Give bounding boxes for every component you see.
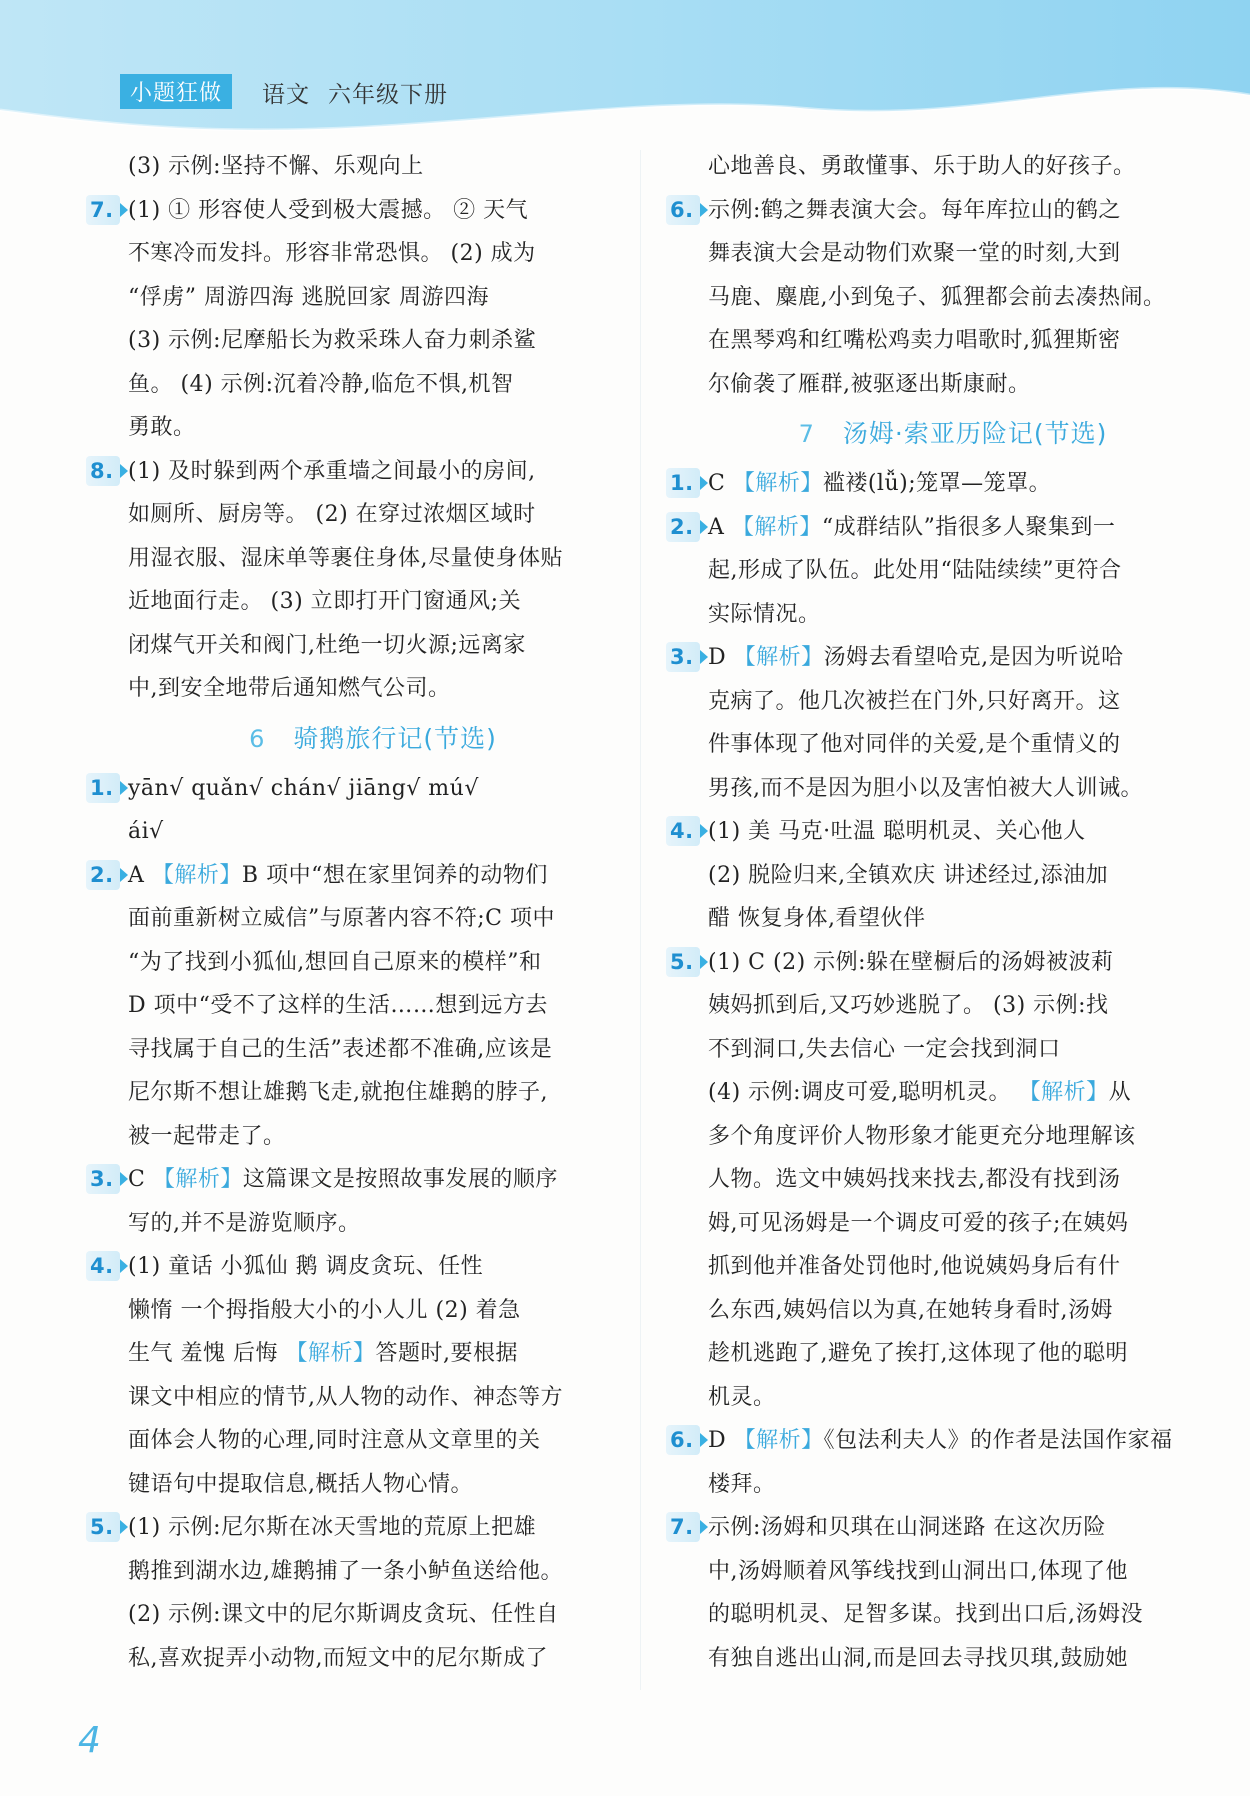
answer-line [128, 1550, 618, 1594]
answer-line [708, 854, 1198, 898]
section-heading: 骑鹅旅行记(节选) [293, 723, 497, 753]
jiexi-label: 【解析】 [733, 645, 824, 670]
answer-line [128, 1028, 618, 1072]
answer-text: yān√ quǎn√ chán√ jiāng√ mú√ [128, 775, 479, 801]
answer-line [670, 1419, 1198, 1463]
series-tag: 小题狂做 [120, 74, 232, 109]
answer-line [128, 363, 618, 407]
answer-line [90, 1245, 618, 1289]
answer-line [708, 723, 1198, 767]
answer-text: “俘虏” 周游四海 逃脱回家 周游四海 [128, 284, 489, 310]
jiexi-label: 【解析】 [152, 1167, 243, 1192]
answer-line [128, 1463, 618, 1507]
answer-text: 抓到他并准备处罚他时,他说姨妈身后有什 [708, 1254, 1121, 1279]
answer-line [128, 1202, 618, 1246]
question-number-badge: 1. [666, 468, 700, 498]
answer-text: 勇敢。 [128, 415, 196, 440]
answer-line [708, 1028, 1198, 1072]
answer-text: 用湿衣服、湿床单等裹住身体,尽量使身体贴 [128, 545, 563, 571]
answer-text: (2) 示例:课文中的尼尔斯调皮贪玩、任性自 [128, 1602, 559, 1627]
answer-line [708, 1115, 1198, 1159]
answer-line [708, 897, 1198, 941]
answer-text: (1) 童话 小狐仙 鹅 调皮贪玩、任性 [128, 1254, 484, 1279]
answer-text: 机灵。 [708, 1384, 776, 1410]
answer-line [128, 1289, 618, 1333]
answer-line [670, 462, 1198, 506]
answer-text: ái√ [128, 819, 164, 844]
jiexi-label: 【解析】 [731, 514, 822, 540]
answer-line [708, 1593, 1198, 1637]
answer-line [128, 537, 618, 581]
answer-line [128, 624, 618, 668]
question-number-badge: 2. [86, 860, 120, 890]
answer-line [128, 493, 618, 537]
answer-line [708, 1245, 1198, 1289]
answer-line [708, 276, 1198, 320]
answer-text: 男孩,而不是因为胆小以及害怕被大人训诫。 [708, 775, 1143, 801]
answer-text: 在黑琴鸡和红嘴松鸡卖力唱歌时,狐狸斯密 [708, 328, 1121, 353]
answer-line [128, 1115, 618, 1159]
answer-text: 寻找属于自己的生活”表述都不准确,应该是 [128, 1036, 553, 1062]
answer-line [670, 1506, 1198, 1550]
answer-text: 不到洞口,失去信心 一定会找到洞口 [708, 1036, 1061, 1062]
answer-text: 舞表演大会是动物们欢聚一堂的时刻,大到 [708, 241, 1121, 266]
answer-text: (3) 示例:坚持不懈、乐观向上 [128, 154, 424, 179]
answer-text: (1) 示例:尼尔斯在冰天雪地的荒原上把雄 [128, 1515, 537, 1540]
answer-line [708, 232, 1198, 276]
answer-text: (4) 示例:调皮可爱,聪明机灵。 [708, 1080, 1019, 1105]
answer-text: 中,汤姆顺着风筝线找到山洞出口,体现了他 [708, 1558, 1128, 1584]
answer-line [128, 1376, 618, 1420]
question-number-badge: 2. [666, 512, 700, 542]
answer-text: 心地善良、勇敢懂事、乐于助人的好孩子。 [708, 154, 1136, 179]
answer-text: D 项中“受不了这样的生活……想到远方去 [128, 993, 548, 1018]
answer-line [90, 1158, 618, 1202]
answer-line [128, 667, 618, 711]
answer-line [128, 1419, 618, 1463]
answer-line [670, 189, 1198, 233]
answer-line [128, 1593, 618, 1637]
jiexi-label: 【解析】 [732, 471, 823, 496]
answer-text: 示例:汤姆和贝琪在山洞迷路 在这次历险 [708, 1515, 1106, 1540]
answer-line [708, 593, 1198, 637]
section-number: 6 [249, 724, 266, 753]
answer-line [128, 897, 618, 941]
question-number-badge: 4. [666, 816, 700, 846]
jiexi-label: 【解析】 [733, 1428, 824, 1453]
answer-text: 私,喜欢捉弄小动物,而短文中的尼尔斯成了 [128, 1645, 548, 1671]
answer-text: “为了找到小狐仙,想回自己原来的模样”和 [128, 949, 542, 975]
answer-text: 趁机逃跑了,避免了挨打,这体现了他的聪明 [708, 1341, 1128, 1366]
question-number-badge: 6. [666, 195, 700, 225]
answer-text: D [708, 1428, 734, 1453]
answer-line [708, 1289, 1198, 1333]
answer-text: (2) 脱险归来,全镇欢庆 讲述经过,添油加 [708, 862, 1109, 888]
answer-text-rest: 答题时,要根据 [375, 1341, 518, 1366]
answer-text: 鹅推到湖水边,雄鹅捕了一条小鲈鱼送给他。 [128, 1558, 563, 1584]
answer-text-rest: 《包法利夫人》的作者是法国作家福 [823, 1428, 1173, 1453]
answer-line [90, 450, 618, 494]
answer-line [128, 406, 618, 450]
answer-text: 不寒冷而发抖。形容非常恐惧。 (2) 成为 [128, 241, 536, 266]
column-divider [640, 150, 641, 1690]
question-number-badge: 4. [86, 1251, 120, 1281]
answer-line [128, 1071, 618, 1115]
answer-line [708, 549, 1198, 593]
answer-text: 的聪明机灵、足智多谋。找到出口后,汤姆没 [708, 1602, 1143, 1627]
answer-text: 尼尔斯不想让雄鹅飞走,就抱住雄鹅的脖子, [128, 1080, 548, 1105]
right-column [670, 145, 1198, 1680]
answer-text: 中,到安全地带后通知燃气公司。 [128, 676, 451, 701]
answer-text-rest: “成群结队”指很多人聚集到一 [821, 514, 1116, 540]
answer-line [670, 941, 1198, 985]
jiexi-label: 【解析】 [285, 1341, 376, 1366]
answer-line [128, 941, 618, 985]
answer-line [708, 1550, 1198, 1594]
answer-text-rest: B 项中“想在家里饲养的动物们 [241, 862, 548, 888]
answer-text: 姨妈抓到后,又巧妙逃脱了。 (3) 示例:找 [708, 993, 1109, 1018]
answer-line [128, 145, 618, 189]
page-number: 4 [78, 1720, 101, 1761]
answer-text: 醋 恢复身体,看望伙伴 [708, 906, 926, 931]
answer-line [708, 1376, 1198, 1420]
answer-text: (1) ① 形容使人受到极大震撼。 ② 天气 [128, 197, 529, 223]
answer-line [128, 1332, 618, 1376]
answer-text: C [128, 1167, 153, 1192]
answer-line [90, 189, 618, 233]
section-number: 7 [798, 420, 815, 448]
question-number-badge: 8. [86, 456, 120, 486]
answer-text: 如厕所、厨房等。 (2) 在穿过浓烟区域时 [128, 502, 536, 527]
answer-text: 多个角度评价人物形象才能更充分地理解该 [708, 1123, 1136, 1149]
answer-line [128, 984, 618, 1028]
question-number-badge: 7. [666, 1512, 700, 1542]
answer-text: D [708, 645, 734, 670]
section-title [128, 711, 618, 767]
answer-line [708, 1463, 1198, 1507]
answer-line [670, 636, 1198, 680]
answer-text: 面前重新树立威信”与原著内容不符;C 项中 [128, 906, 555, 931]
question-number-badge: 1. [86, 773, 120, 803]
answer-line [708, 1202, 1198, 1246]
answer-text: 近地面行走。 (3) 立即打开门窗通风;关 [128, 589, 522, 614]
answer-text: 人物。选文中姨妈找来找去,都没有找到汤 [708, 1167, 1121, 1192]
answer-line [708, 1332, 1198, 1376]
section-title [708, 406, 1198, 462]
answer-line [708, 680, 1198, 724]
answer-text: 克病了。他几次被拦在门外,只好离开。这 [708, 688, 1121, 714]
answer-line [670, 506, 1198, 550]
subject-label: 语文 [262, 82, 310, 108]
answer-text: 被一起带走了。 [128, 1123, 286, 1149]
answer-line [708, 1158, 1198, 1202]
answer-text: (3) 示例:尼摩船长为救采珠人奋力刺杀鲨 [128, 328, 537, 353]
answer-line [128, 276, 618, 320]
answer-line [708, 319, 1198, 363]
answer-text: (1) 美 马克·吐温 聪明机灵、关心他人 [708, 819, 1086, 844]
subject-grade [262, 76, 466, 109]
question-number-badge: 6. [666, 1425, 700, 1455]
answer-line [708, 363, 1198, 407]
jiexi-label: 【解析】 [1018, 1080, 1109, 1105]
answer-text: 鱼。 (4) 示例:沉着冷静,临危不惧,机智 [128, 371, 514, 397]
answer-text: 有独自逃出山洞,而是回去寻找贝琪,鼓励她 [708, 1645, 1128, 1671]
answer-text: 课文中相应的情节,从人物的动作、神态等方 [128, 1384, 563, 1410]
answer-text-rest: 褴褛(lǚ);笼罩—笼罩。 [822, 471, 1052, 496]
answer-text: A [708, 514, 732, 540]
answer-text-rest: 这篇课文是按照故事发展的顺序 [242, 1167, 558, 1192]
left-column [90, 145, 618, 1680]
answer-line [670, 810, 1198, 854]
answer-line [708, 984, 1198, 1028]
question-number-badge: 5. [666, 947, 700, 977]
answer-text: 姆,可见汤姆是一个调皮可爱的孩子;在姨妈 [708, 1210, 1129, 1236]
answer-line [90, 854, 618, 898]
answer-text: C [708, 471, 733, 496]
answer-line [128, 1637, 618, 1681]
section-heading: 汤姆·索亚历险记(节选) [842, 419, 1108, 448]
answer-text: 懒惰 一个拇指般大小的小人儿 (2) 着急 [128, 1297, 521, 1323]
question-number-badge: 5. [86, 1512, 120, 1542]
answer-line [708, 1071, 1198, 1115]
question-number-badge: 7. [86, 195, 120, 225]
jiexi-label: 【解析】 [151, 862, 242, 888]
answer-line [90, 767, 618, 811]
answer-text: 闭煤气开关和阀门,杜绝一切火源;远离家 [128, 632, 526, 658]
answer-text: (1) 及时躲到两个承重墙之间最小的房间, [128, 458, 536, 484]
answer-text-rest: 汤姆去看望哈克,是因为听说哈 [823, 645, 1124, 670]
answer-line [128, 232, 618, 276]
answer-text: 尔偷袭了雁群,被驱逐出斯康耐。 [708, 371, 1031, 397]
answer-text: 件事体现了他对同伴的关爱,是个重情义的 [708, 732, 1121, 757]
answer-line [708, 767, 1198, 811]
answer-line [708, 1637, 1198, 1681]
answer-text: (1) C (2) 示例:躲在壁橱后的汤姆被波莉 [708, 949, 1114, 975]
answer-line [90, 1506, 618, 1550]
answer-text: 实际情况。 [708, 601, 821, 627]
question-number-badge: 3. [86, 1164, 120, 1194]
answer-line [708, 145, 1198, 189]
answer-line [128, 319, 618, 363]
answer-line [128, 580, 618, 624]
answer-text: 写的,并不是游览顺序。 [128, 1210, 361, 1236]
answer-text: 楼拜。 [708, 1471, 776, 1497]
answer-text: 么东西,姨妈信以为真,在她转身看时,汤姆 [708, 1297, 1113, 1323]
answer-text: 马鹿、麋鹿,小到兔子、狐狸都会前去凑热闹。 [708, 284, 1166, 310]
answer-text: A [128, 862, 152, 888]
grade-label: 六年级下册 [328, 82, 448, 108]
answer-text-rest: 从 [1108, 1080, 1132, 1105]
question-number-badge: 3. [666, 642, 700, 672]
answer-text: 面体会人物的心理,同时注意从文章里的关 [128, 1428, 541, 1453]
answer-text: 起,形成了队伍。此处用“陆陆续续”更符合 [708, 558, 1122, 583]
answer-text: 示例:鹤之舞表演大会。每年库拉山的鹤之 [708, 197, 1121, 223]
answer-line [128, 810, 618, 854]
answer-text: 键语句中提取信息,概括人物心情。 [128, 1471, 473, 1497]
answer-text: 生气 羞愧 后悔 [128, 1341, 286, 1366]
